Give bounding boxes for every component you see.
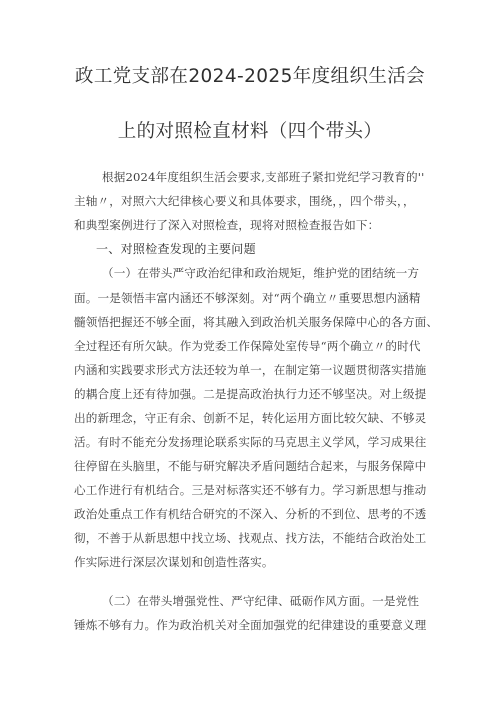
body-line: 彻，不善于从新思想中找立场、找观点、找方法，不能结合政治处工: [74, 531, 427, 545]
body-line: 心工作进行有机结合。三是对标落实还不够有力。学习新思想与推动: [74, 483, 427, 497]
body-line: 活。有时不能充分发扬理论联系实际的马克思主义学风，学习成果往: [74, 435, 427, 449]
body-line: 全过程还有所欠缺。作为党委工作保障处室传导“两个确立〃的时代: [74, 339, 421, 353]
body-line: 出的新理念，守正有余、创新不足，转化运用方面比较欠缺、不够灵: [74, 411, 427, 425]
body-line: 主轴〃，对照六大纪律核心要义和具体要求，围绕，，四个带头，，: [74, 194, 415, 208]
body-line: 内涵和实践要求形式方法还较为单一，在制定第一议题贯彻落实措施: [74, 363, 427, 377]
body-line: 往停留在头脑里，不能与研究解决矛盾问题结合起来，与服务保障中: [74, 459, 427, 473]
body-line: 作实际进行深层次谋划和创造性落实。: [74, 555, 274, 569]
body-line: 面。一是领悟丰富内涵还不够深刻。对“两个确立〃重要思想内涵精: [74, 291, 421, 305]
body-line: （二）在带头增强党性、严守纪律、砥砺作风方面。一是党性: [102, 594, 420, 608]
document-title-line-2: 上的对照检直材料（四个带头）: [117, 121, 383, 142]
body-line: 髓领悟把握还不够全面，将其融入到政治机关服务保障中心的各方面、: [74, 315, 439, 329]
body-line: 的耦合度上还有待加强。二是提高政治执行力还不够坚决。对上级提: [74, 387, 427, 401]
body-line: 锤炼不够有力。作为政治机关对全面加强党的纪律建设的重要意义理: [74, 618, 427, 632]
body-line: （一）在带头严守政治纪律和政治规矩，维护党的团结统一方: [102, 266, 420, 280]
section-heading: 一、对照检查发现的主要问题: [96, 242, 256, 256]
body-line: 和典型案例进行了深入对照检查，现将对照检查报告如下：: [74, 218, 380, 232]
body-line: 政治处重点工作有机结合研究的不深入、分析的不到位、思考的不透: [74, 507, 427, 521]
document-title-line-1: 政工党支部在2024-2025年度组织生活会: [74, 66, 426, 87]
body-line: 根据2024年度组织生活会要求,支部班子紧扣党纪学习教育的'': [102, 170, 425, 184]
